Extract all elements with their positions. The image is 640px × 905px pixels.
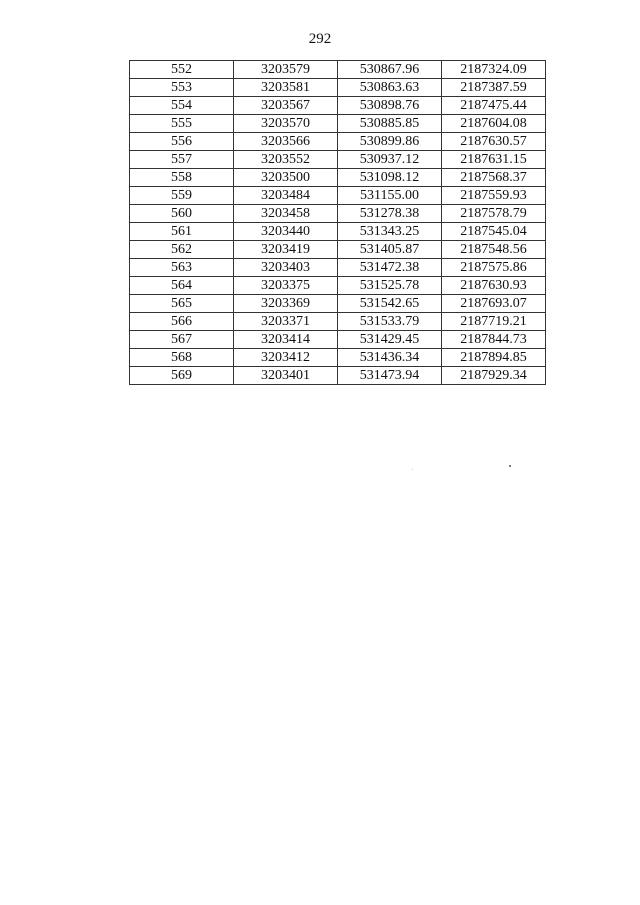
- table-row: [130, 79, 546, 97]
- table-row: [130, 187, 546, 205]
- cell-x-coordinate: 530863.63: [338, 79, 442, 97]
- cell-x-coordinate: 531436.34: [338, 349, 442, 367]
- scan-speck: [412, 469, 413, 470]
- cell-y-coordinate: 2187929.34: [442, 367, 546, 385]
- cell-x-coordinate: 531542.65: [338, 295, 442, 313]
- cell-x-coordinate: 531343.25: [338, 223, 442, 241]
- cell-point-number: 555: [130, 115, 234, 133]
- cell-point-number: 559: [130, 187, 234, 205]
- table-row: [130, 277, 546, 295]
- cell-point-code: 3203579: [234, 61, 338, 79]
- cell-y-coordinate: 2187475.44: [442, 97, 546, 115]
- cell-point-number: 554: [130, 97, 234, 115]
- cell-x-coordinate: 531472.38: [338, 259, 442, 277]
- table-row: [130, 133, 546, 151]
- coordinates-table-body: [130, 61, 546, 385]
- cell-y-coordinate: 2187630.57: [442, 133, 546, 151]
- table-row: [130, 61, 546, 79]
- cell-point-number: 563: [130, 259, 234, 277]
- cell-point-code: 3203458: [234, 205, 338, 223]
- cell-point-code: 3203581: [234, 79, 338, 97]
- table-row: [130, 205, 546, 223]
- table-row: [130, 313, 546, 331]
- cell-y-coordinate: 2187545.04: [442, 223, 546, 241]
- cell-y-coordinate: 2187844.73: [442, 331, 546, 349]
- cell-x-coordinate: 530899.86: [338, 133, 442, 151]
- table-row: [130, 241, 546, 259]
- cell-point-code: 3203552: [234, 151, 338, 169]
- cell-point-code: 3203375: [234, 277, 338, 295]
- cell-x-coordinate: 531278.38: [338, 205, 442, 223]
- cell-point-code: 3203566: [234, 133, 338, 151]
- cell-point-number: 552: [130, 61, 234, 79]
- cell-point-number: 557: [130, 151, 234, 169]
- cell-point-number: 553: [130, 79, 234, 97]
- table-row: [130, 169, 546, 187]
- cell-y-coordinate: 2187575.86: [442, 259, 546, 277]
- scan-speck: [509, 465, 511, 467]
- cell-y-coordinate: 2187630.93: [442, 277, 546, 295]
- cell-point-number: 564: [130, 277, 234, 295]
- cell-y-coordinate: 2187693.07: [442, 295, 546, 313]
- cell-x-coordinate: 531525.78: [338, 277, 442, 295]
- cell-y-coordinate: 2187324.09: [442, 61, 546, 79]
- cell-point-code: 3203567: [234, 97, 338, 115]
- table-row: [130, 115, 546, 133]
- table-row: [130, 331, 546, 349]
- cell-y-coordinate: 2187604.08: [442, 115, 546, 133]
- cell-y-coordinate: 2187631.15: [442, 151, 546, 169]
- cell-point-code: 3203484: [234, 187, 338, 205]
- cell-point-code: 3203403: [234, 259, 338, 277]
- cell-point-number: 568: [130, 349, 234, 367]
- cell-x-coordinate: 531533.79: [338, 313, 442, 331]
- cell-y-coordinate: 2187568.37: [442, 169, 546, 187]
- cell-point-code: 3203419: [234, 241, 338, 259]
- cell-point-code: 3203570: [234, 115, 338, 133]
- cell-y-coordinate: 2187578.79: [442, 205, 546, 223]
- cell-point-code: 3203401: [234, 367, 338, 385]
- cell-point-number: 558: [130, 169, 234, 187]
- cell-point-code: 3203414: [234, 331, 338, 349]
- table-row: [130, 295, 546, 313]
- table-row: [130, 97, 546, 115]
- cell-x-coordinate: 531473.94: [338, 367, 442, 385]
- cell-point-number: 566: [130, 313, 234, 331]
- cell-x-coordinate: 530937.12: [338, 151, 442, 169]
- cell-y-coordinate: 2187548.56: [442, 241, 546, 259]
- cell-x-coordinate: 531429.45: [338, 331, 442, 349]
- cell-point-code: 3203369: [234, 295, 338, 313]
- table-row: [130, 367, 546, 385]
- cell-point-number: 561: [130, 223, 234, 241]
- cell-point-code: 3203500: [234, 169, 338, 187]
- cell-x-coordinate: 531098.12: [338, 169, 442, 187]
- cell-point-number: 565: [130, 295, 234, 313]
- cell-point-number: 569: [130, 367, 234, 385]
- cell-point-code: 3203371: [234, 313, 338, 331]
- cell-point-number: 560: [130, 205, 234, 223]
- cell-point-code: 3203412: [234, 349, 338, 367]
- cell-x-coordinate: 530885.85: [338, 115, 442, 133]
- table-row: [130, 349, 546, 367]
- cell-point-number: 556: [130, 133, 234, 151]
- cell-x-coordinate: 530898.76: [338, 97, 442, 115]
- cell-point-number: 567: [130, 331, 234, 349]
- cell-point-number: 562: [130, 241, 234, 259]
- page-number: 292: [308, 31, 332, 47]
- cell-x-coordinate: 531405.87: [338, 241, 442, 259]
- table-row: [130, 151, 546, 169]
- table-row: [130, 223, 546, 241]
- cell-y-coordinate: 2187719.21: [442, 313, 546, 331]
- cell-x-coordinate: 531155.00: [338, 187, 442, 205]
- cell-y-coordinate: 2187559.93: [442, 187, 546, 205]
- table-row: [130, 259, 546, 277]
- cell-x-coordinate: 530867.96: [338, 61, 442, 79]
- cell-y-coordinate: 2187894.85: [442, 349, 546, 367]
- cell-point-code: 3203440: [234, 223, 338, 241]
- cell-y-coordinate: 2187387.59: [442, 79, 546, 97]
- coordinates-table: [129, 60, 546, 385]
